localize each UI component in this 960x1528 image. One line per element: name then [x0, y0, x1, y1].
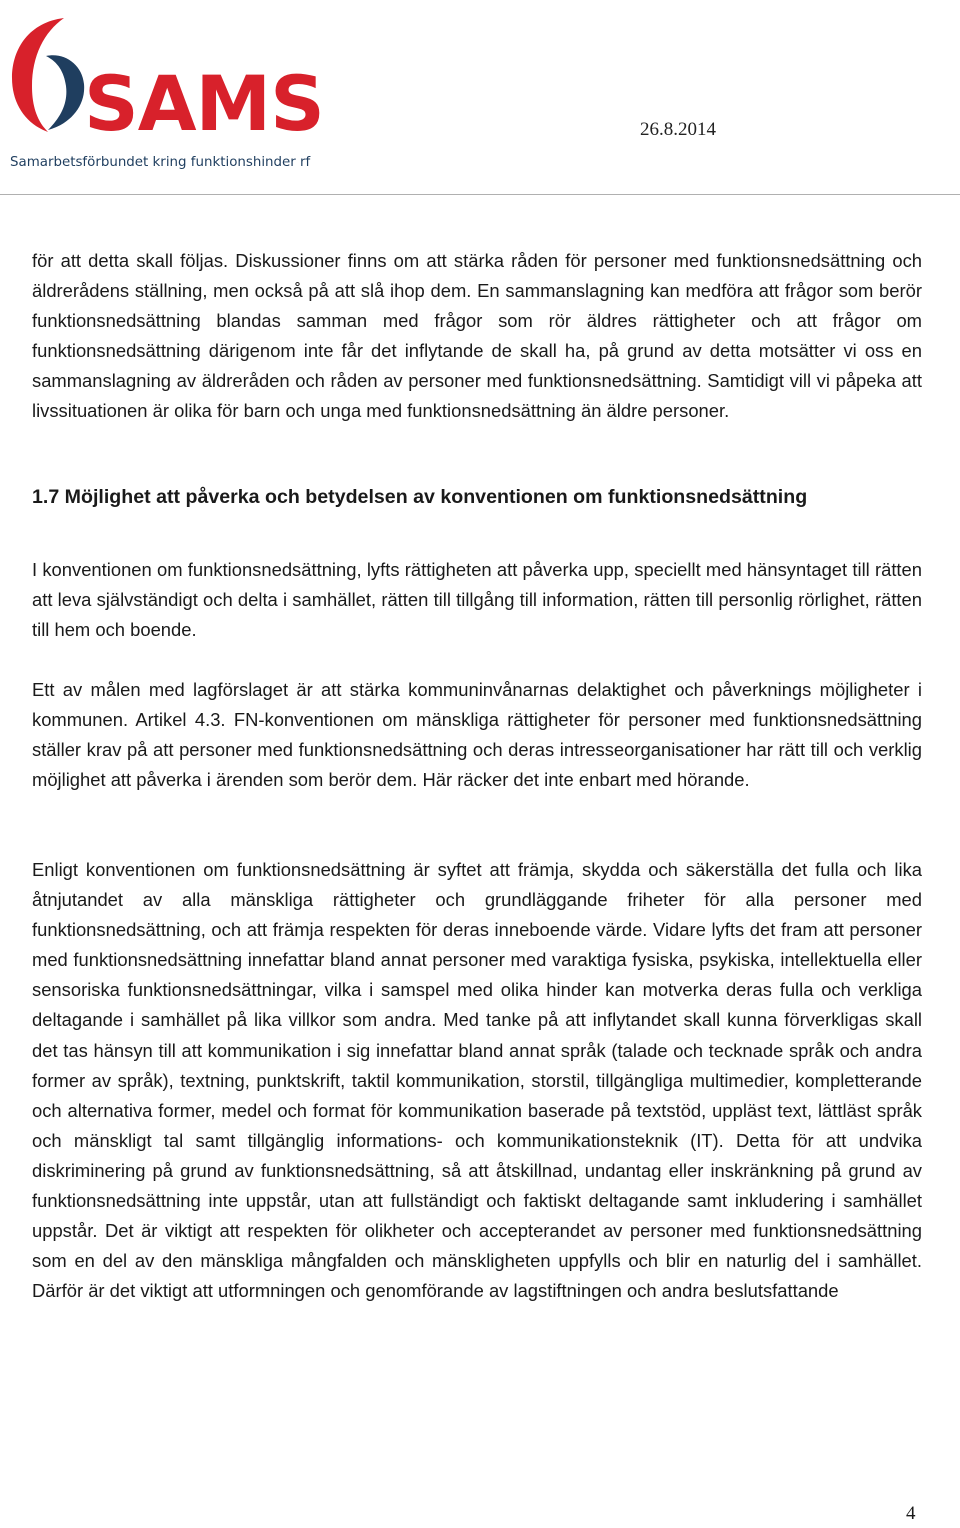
section-heading: 1.7 Möjlighet att påverka och betydelsen av konventionen om funktionsnedsättning	[32, 486, 808, 508]
sams-logo	[6, 12, 324, 170]
paragraph-2: I konventionen om funktionsnedsättning, lyfts rättigheten att påverka upp, speciellt med hänsyntaget till rätten att leva självständigt och delta i samhället, rätten till tillgång till information, rätten till personlig rörlighet, rätten till hem och boende.	[32, 559, 922, 641]
document-date: 26.8.2014	[640, 119, 716, 140]
header-divider	[0, 194, 960, 195]
logo-wordmark	[84, 59, 324, 148]
logo-subtitle: Samarbetsförbundet kring funktionshinder rf	[10, 155, 311, 170]
page-number: 4	[906, 1503, 916, 1524]
paragraph-4: Enligt konventionen om funktionsnedsättning är syftet att främja, skydda och säkerställa det fulla och lika åtnjutandet av alla mänskliga rättigheter och grundläggande friheter för alla personer med funktionsnedsättning, och att främja respekten för deras inneboende värde. Vidare lyfts det fram att personer med funktionsnedsättning innefattar bland annat personer med varaktiga fysiska, psykiska, intellektuella eller sensoriska funktionsnedsättningar, vilka i samspel med olika hinder kan motverka deras fulla och verkliga deltagande i samhället på lika villkor som andra. Med tanke på att inflytandet skall kunna förverkligas skall det tas hänsyn till att kommunikation i sig innefattar bland annat språk (talade och tecknade språk och andra former av språk), textning, punktskrift, taktil kommunikation, storstil, tillgängliga multimedier, kompletterande och alternativa former, medel och format för kommunikation baserade på textstöd, uppläst text, lättläst språk och mänskligt tal samt tillgänglig informations- och kommunikationsteknik (IT). Detta för att undvika diskriminering på grund av funktionsnedsättning, så att åtskillnad, undantag eller inskränkning på grund av funktionsnedsättning inte uppstår, utan att fullständigt och faktiskt deltagande samt inkludering i samhället uppstår. Det är viktigt att respekten för olikheter och accepterandet av personer med funktionsnedsättning som en del av den mänskliga mångfalden och mänskligheten uppfylls och blir en naturlig del i samhället. Därför är det viktigt att utformningen och genomförande av lagstiftningen och andra beslutsfattande	[32, 859, 922, 1302]
paragraph-1: för att detta skall följas. Diskussioner finns om att stärka råden för personer med funktionsnedsättning och äldrerådens ställning, men också på att slå ihop dem. En sammanslagning kan medföra att frågor som berör funktionsnedsättning blandas samman med frågor som rör äldres rättigheter och att frågor om funktionsnedsättning därigenom inte får det inflytande de skall ha, på grund av detta motsätter vi oss en sammanslagning av äldreråden och råden av personer med funktionsnedsättning. Samtidigt vill vi påpeka att livssituationen är olika för barn och unga med funktionsnedsättning än äldre personer.	[32, 250, 922, 422]
paragraph-3: Ett av målen med lagförslaget är att stärka kommuninvånarnas delaktighet och påverknings möjligheter i kommunen. Artikel 4.3. FN-konventionen om mänskliga rättigheter för personer med funktionsnedsättning ställer krav på att personer med funktionsnedsättning och deras intresseorganisationer har rätt till och verklig möjlighet att påverka i ärenden som berör dem. Här räcker det inte enbart med hörande.	[32, 679, 922, 791]
logo-wordmark-text: SAMS	[84, 59, 324, 148]
